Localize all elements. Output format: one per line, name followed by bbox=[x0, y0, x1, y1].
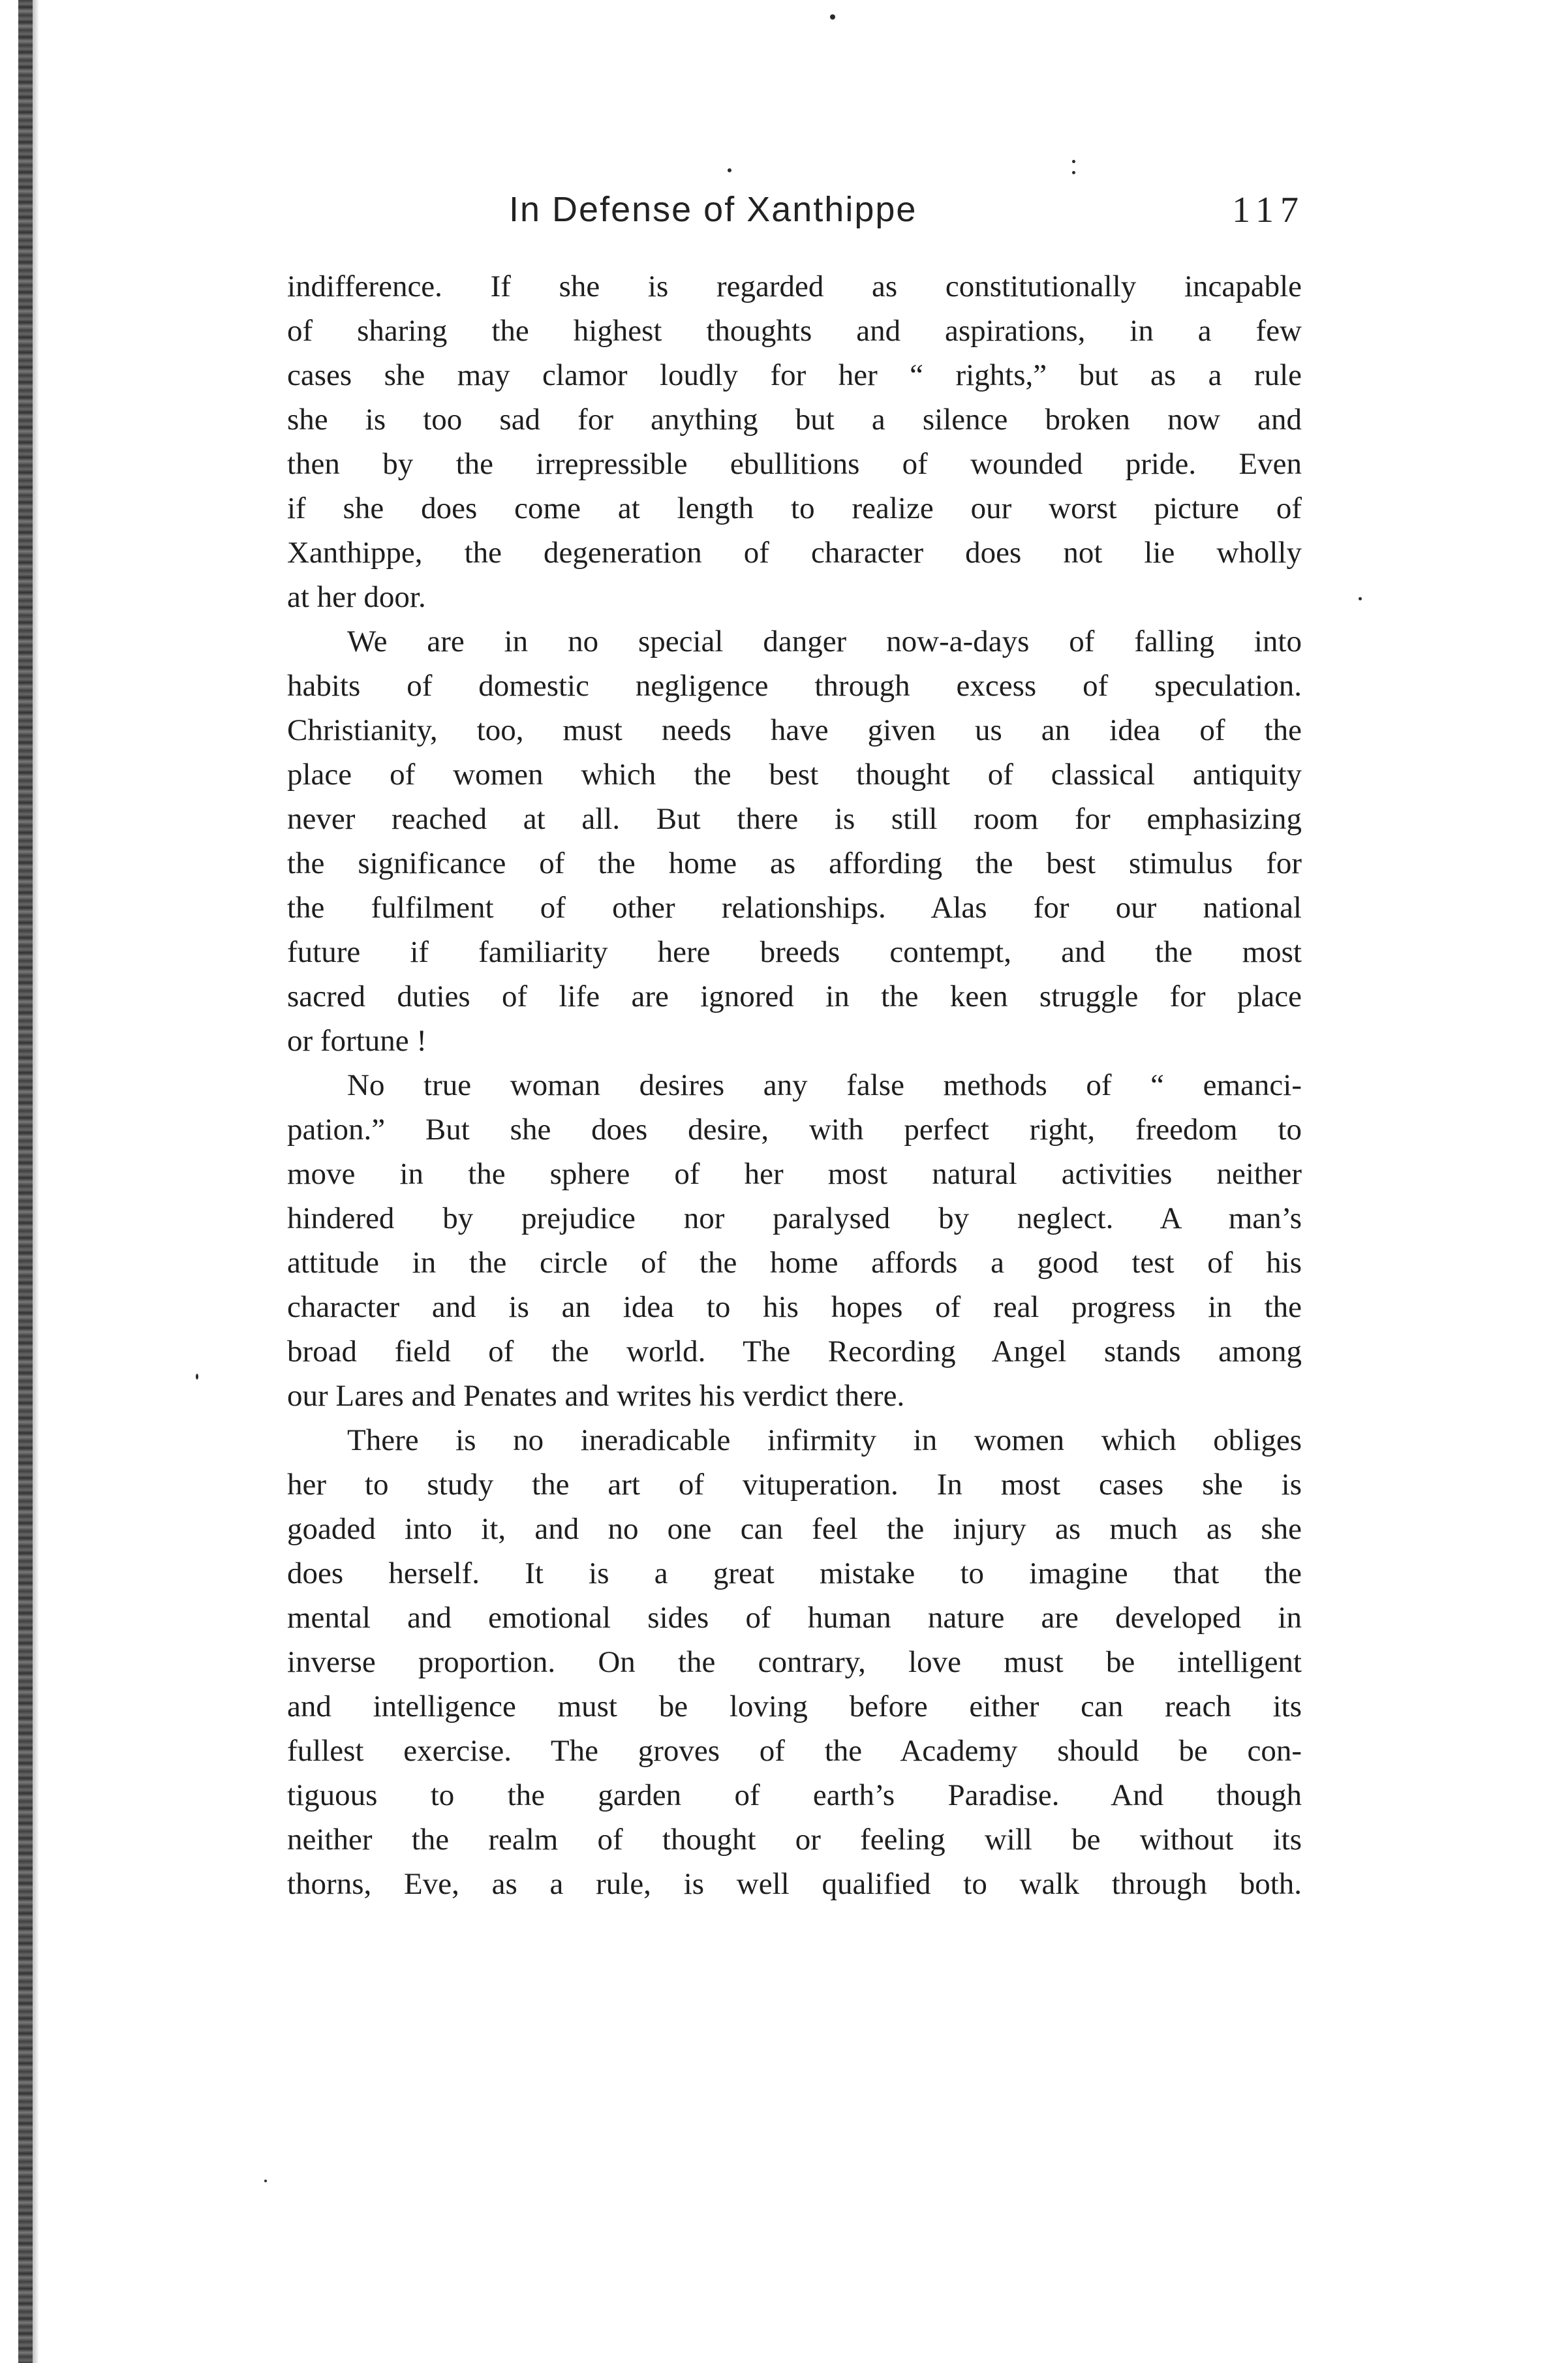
text-line: hindered by prejudice nor paralysed by neglect. A man’s bbox=[287, 1201, 1302, 1235]
text-line: our Lares and Penates and writes his verdict there. bbox=[287, 1379, 905, 1413]
scan-speck bbox=[264, 2180, 267, 2182]
scan-speck bbox=[1359, 597, 1362, 600]
page-binding-edge bbox=[18, 0, 33, 2363]
scan-speck bbox=[728, 168, 731, 172]
text-line: never reached at all. But there is still room for emphasizing bbox=[287, 802, 1302, 836]
text-line: character and is an idea to his hopes of real progress in the bbox=[287, 1290, 1302, 1324]
paragraph bbox=[287, 264, 1302, 619]
page-number: 117 bbox=[1232, 190, 1305, 230]
text-line: neither the realm of thought or feeling will be without its bbox=[287, 1823, 1302, 1857]
text-line: sacred duties of life are ignored in the keen struggle for place bbox=[287, 980, 1302, 1013]
text-line: does herself. It is a great mistake to imagine that the bbox=[287, 1556, 1302, 1590]
text-line: cases she may clamor loudly for her “ rights,” but as a rule bbox=[287, 358, 1302, 392]
paragraph bbox=[287, 1063, 1302, 1418]
text-line: the fulfilment of other relationships. Alas for our national bbox=[287, 891, 1302, 925]
text-line: broad field of the world. The Recording Angel stands among bbox=[287, 1335, 1302, 1368]
text-line: goaded into it, and no one can feel the injury as much as she bbox=[287, 1512, 1302, 1546]
text-line: Xanthippe, the degeneration of character does not lie wholly bbox=[287, 536, 1302, 570]
text-line: fullest exercise. The groves of the Academy should be con- bbox=[287, 1734, 1302, 1768]
running-title: In Defense of Xanthippe bbox=[509, 190, 917, 229]
text-line: pation.” But she does desire, with perfect right, freedom to bbox=[287, 1113, 1302, 1147]
text-line: attitude in the circle of the home affords a good test of his bbox=[287, 1246, 1302, 1280]
text-line: place of women which the best thought of classical antiquity bbox=[287, 758, 1302, 792]
body-text bbox=[287, 264, 1302, 1906]
text-line: her to study the art of vituperation. In most cases she is bbox=[287, 1468, 1302, 1502]
binding-shadow bbox=[33, 0, 39, 2363]
text-line: future if familiarity here breeds contempt, and the most bbox=[287, 935, 1302, 969]
text-line: if she does come at length to realize our worst picture of bbox=[287, 491, 1302, 525]
text-line: inverse proportion. On the contrary, love must be intelligent bbox=[287, 1645, 1302, 1679]
text-line: tiguous to the garden of earth’s Paradise. And though bbox=[287, 1778, 1302, 1812]
text-line: and intelligence must be loving before either can reach its bbox=[287, 1690, 1302, 1723]
paragraph bbox=[287, 619, 1302, 1063]
scan-speck bbox=[1072, 160, 1075, 163]
text-line: at her door. bbox=[287, 580, 426, 614]
text-line: then by the irrepressible ebullitions of wounded pride. Even bbox=[287, 447, 1302, 481]
text-line: No true woman desires any false methods of “ emanci- bbox=[347, 1068, 1302, 1102]
text-line: thorns, Eve, as a rule, is well qualified to walk through both. bbox=[287, 1867, 1302, 1901]
text-line: of sharing the highest thoughts and aspirations, in a few bbox=[287, 314, 1302, 348]
text-line: We are in no special danger now-a-days of falling into bbox=[347, 625, 1302, 658]
text-line: mental and emotional sides of human nature are developed in bbox=[287, 1601, 1302, 1635]
text-line: Christianity, too, must needs have given us an idea of the bbox=[287, 713, 1302, 747]
scan-speck bbox=[830, 14, 835, 20]
text-line: There is no ineradicable infirmity in women which obliges bbox=[347, 1423, 1302, 1457]
text-line: move in the sphere of her most natural activities neither bbox=[287, 1157, 1302, 1191]
text-line: habits of domestic negligence through excess of speculation. bbox=[287, 669, 1302, 703]
text-line: she is too sad for anything but a silence broken now and bbox=[287, 403, 1302, 437]
text-line: the significance of the home as affording the best stimulus for bbox=[287, 846, 1302, 880]
text-line: or fortune ! bbox=[287, 1024, 427, 1058]
scan-speck bbox=[196, 1374, 198, 1380]
paragraph bbox=[287, 1418, 1302, 1906]
scan-speck bbox=[1072, 171, 1075, 174]
running-head bbox=[287, 189, 1305, 241]
text-line: indifference. If she is regarded as constitutionally incapable bbox=[287, 270, 1302, 303]
